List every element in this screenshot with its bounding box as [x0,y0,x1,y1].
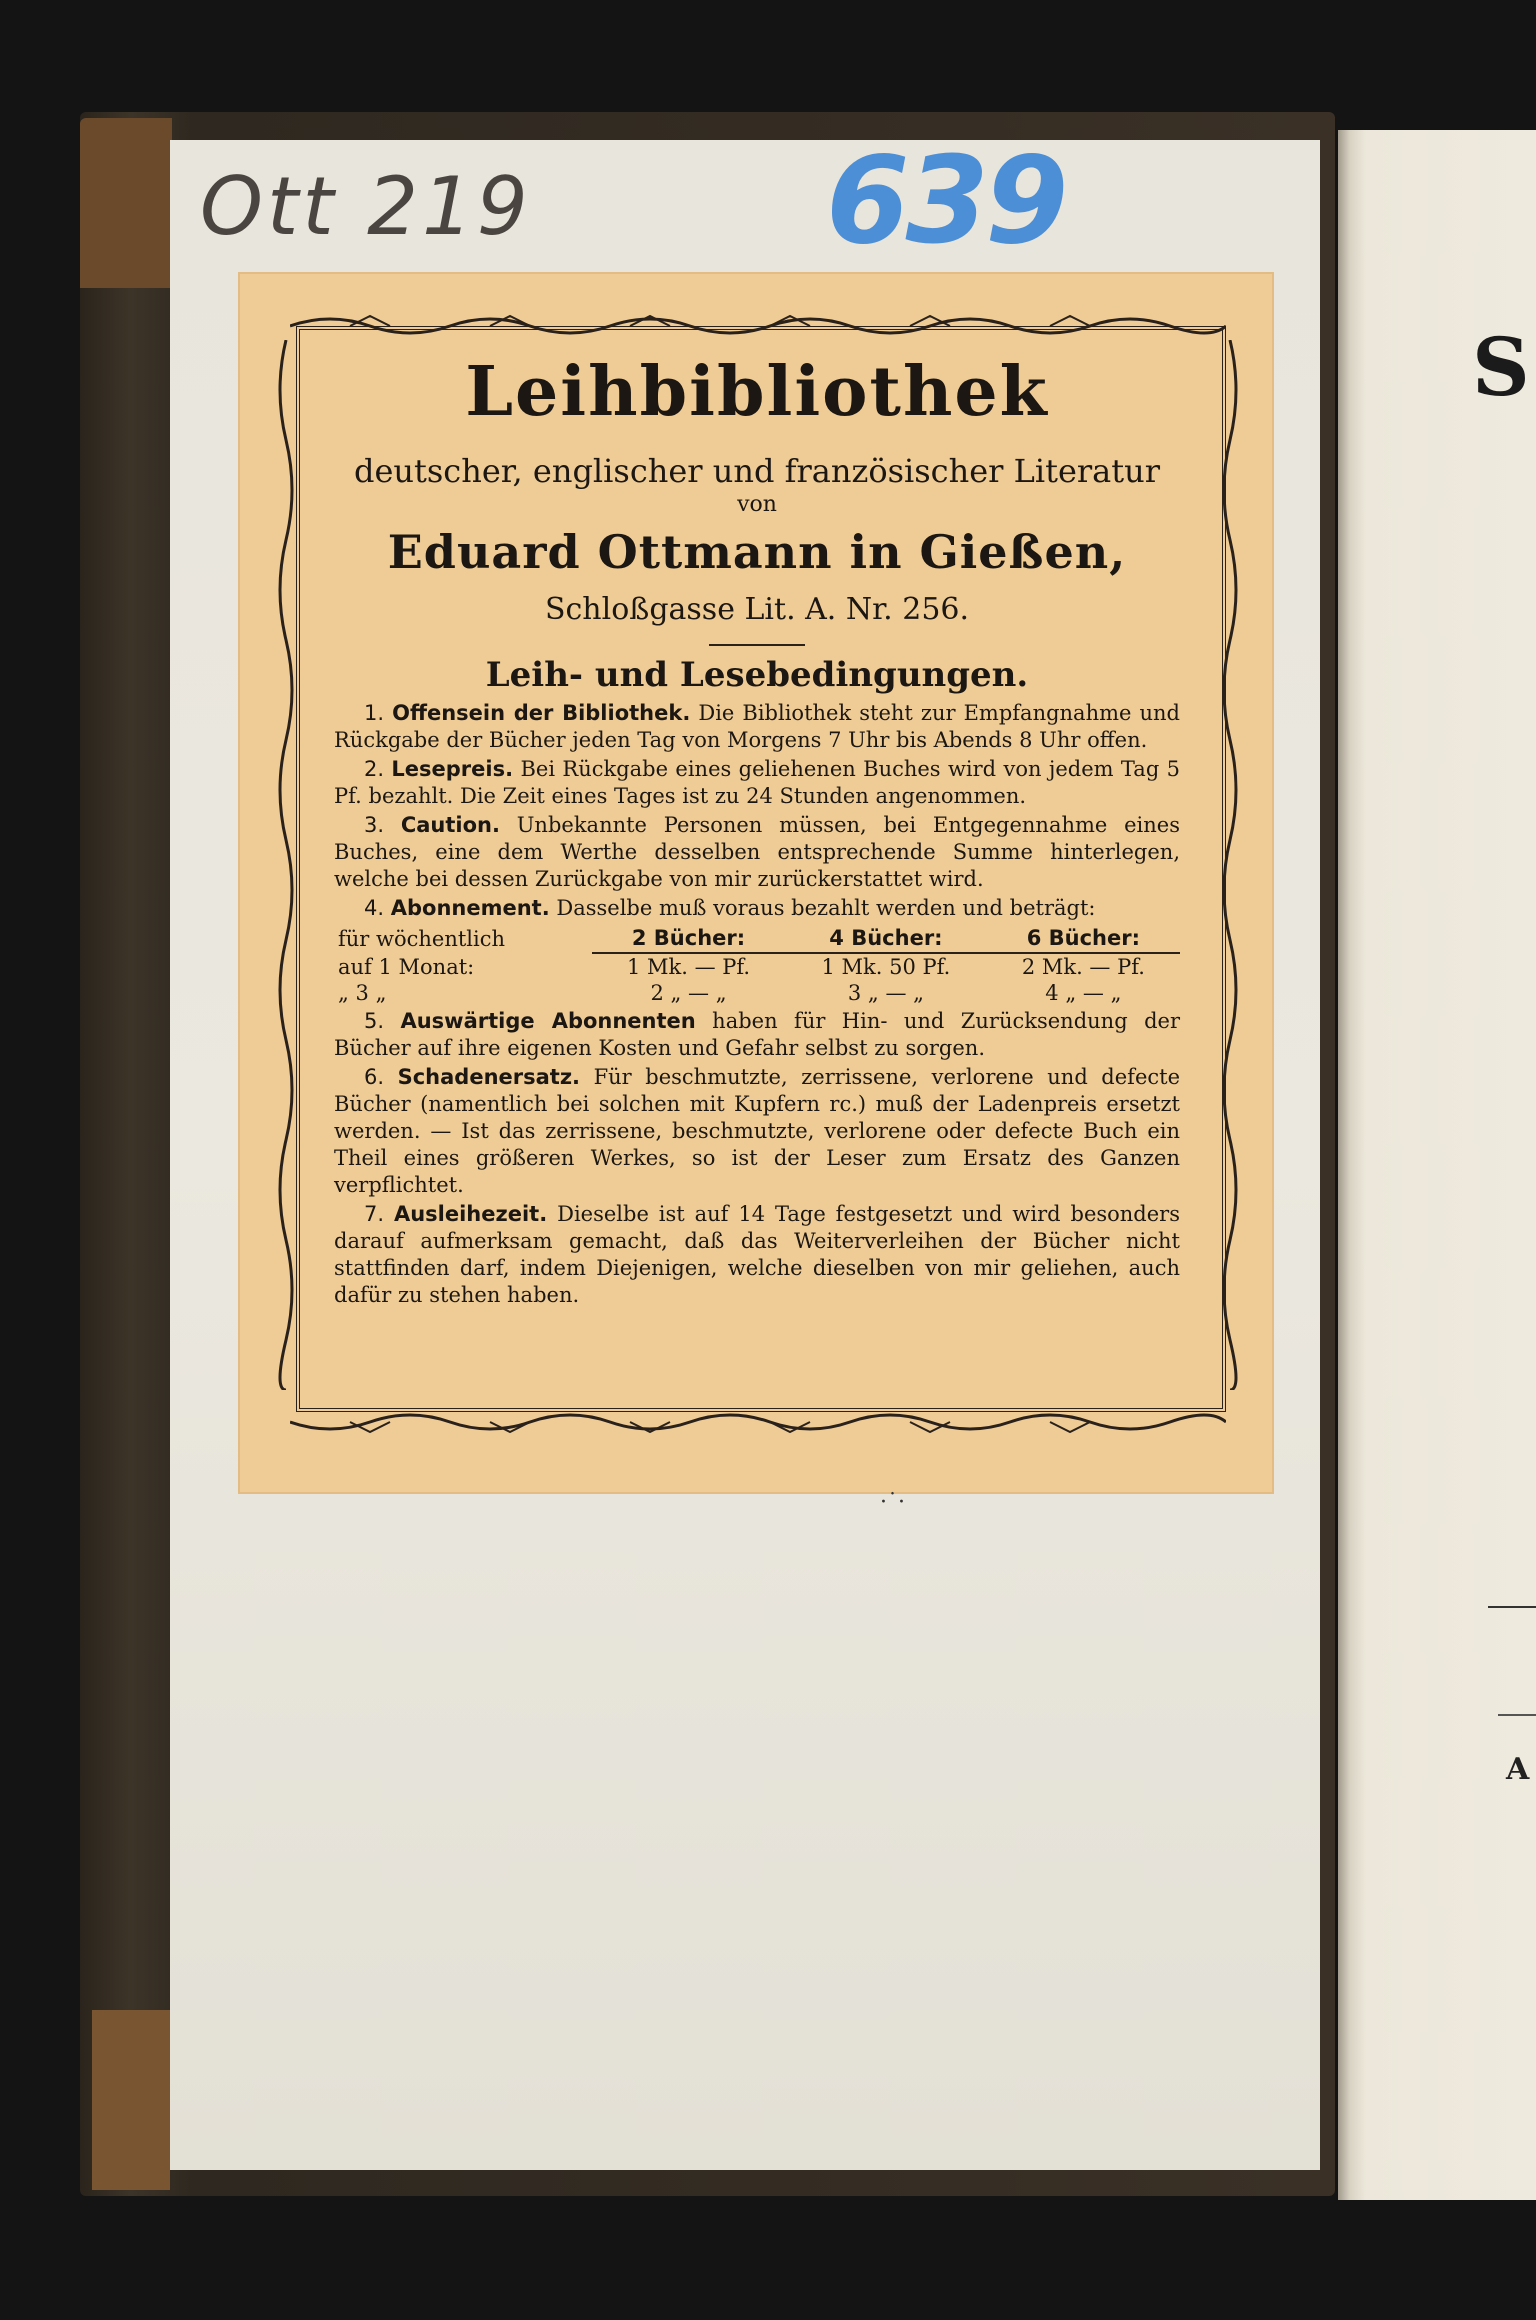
fee-cell: 2 „ — „ [650,981,727,1005]
label-content [334,352,1180,1311]
fee-column: 6 Bücher: [987,924,1180,953]
fee-cell: 1 Mk. 50 Pf. [821,955,951,979]
next-page-initial: S [1472,320,1530,414]
rule-2: 2. Lesepreis. Bei Rückgabe eines geliehenen Buches wird von jedem Tag 5 Pf. bezahlt. Die Zeit eines Tages ist zu 24 Stunden angenommen. [334,757,1180,808]
fee-table-header [334,924,1180,953]
blue-accession-number: 639 [826,132,1065,271]
label-owner: Eduard Ottmann in Gießen, [387,525,1127,579]
rule-7: 7. Ausleihezeit. Dieselbe ist auf 14 Tage festgesetzt und wird besonders darauf aufmerksam gemacht, daß das Weiterverleihen der Bücher nicht stattfinden darf, indem Diejenigen, welche dieselben von mir geliehen, auch dafür zu stehen haben. [334,1202,1180,1307]
next-page-rule-2 [1498,1714,1536,1716]
label-subtitle: deutscher, englischer und französischer Literatur [353,452,1161,490]
fee-period: auf 1 Monat: [338,954,475,979]
table-row [334,980,1180,1006]
fee-period: „ 3 „ [338,981,387,1005]
label-divider [709,644,805,646]
fee-cell: 3 „ — „ [847,981,925,1005]
fee-row-label: für wöchentlich [338,926,506,951]
next-page-edge [1338,130,1536,2200]
rule-3: 3. Caution. Unbekannte Personen müssen, bei Entgegennahme eines Buches, eine dem Werthe desselben entsprechende Summe hinterlegen, welche bei dessen Zurückgabe von mir zurückerstattet wird. [334,813,1180,891]
leather-corner-top [80,118,172,288]
rule-1: 1. Offensein der Bibliothek. Die Bibliothek steht zur Empfangnahme und Rückgabe der Bücher jeden Tag von Morgens 7 Uhr bis Abends 8 Uhr offen. [334,701,1180,752]
fee-cell: 2 Mk. — Pf. [1021,955,1145,979]
rule-5: 5. Auswärtige Abonnenten haben für Hin- und Zurücksendung der Bücher auf ihre eigenen Kosten und Gefahr selbst zu sorgen. [334,1009,1180,1060]
fee-cell: 4 „ — „ [1045,981,1122,1005]
next-page-fragment: A [1506,1752,1530,1787]
leather-corner-bottom [92,2010,170,2190]
ink-specks: ·˙· [880,1490,905,1515]
bottom-border-ornament [290,1410,1226,1440]
label-von: von [737,492,777,517]
pencil-shelf-mark: Ott 219 [200,160,532,253]
table-row [334,953,1180,980]
rule-6: 6. Schadenersatz. Für beschmutzte, zerrissene, verlorene und defecte Bücher (namentlich bei solchen mit Kupfern rc.) muß der Ladenpreis ersetzt werden. — Ist das zerrissene, beschmutzte, verlorene oder defecte Buch ein Theil eines größeren Werkes, so ist der Leser zum Ersatz des Ganzen verpflichtet. [334,1065,1180,1197]
fee-cell: 1 Mk. — Pf. [626,955,751,979]
label-title: Leihbibliothek [465,352,1049,432]
fee-column: 2 Bücher: [592,924,785,953]
next-page-rule [1488,1606,1536,1608]
label-address: Schloßgasse Lit. A. Nr. 256. [544,592,970,627]
conditions-title: Leih- und Lesebedingungen. [485,655,1029,695]
fee-column: 4 Bücher: [785,924,987,953]
rule-4: 4. Abonnement. Dasselbe muß voraus bezahlt werden und beträgt: [364,896,1096,920]
fee-table [334,924,1180,1006]
